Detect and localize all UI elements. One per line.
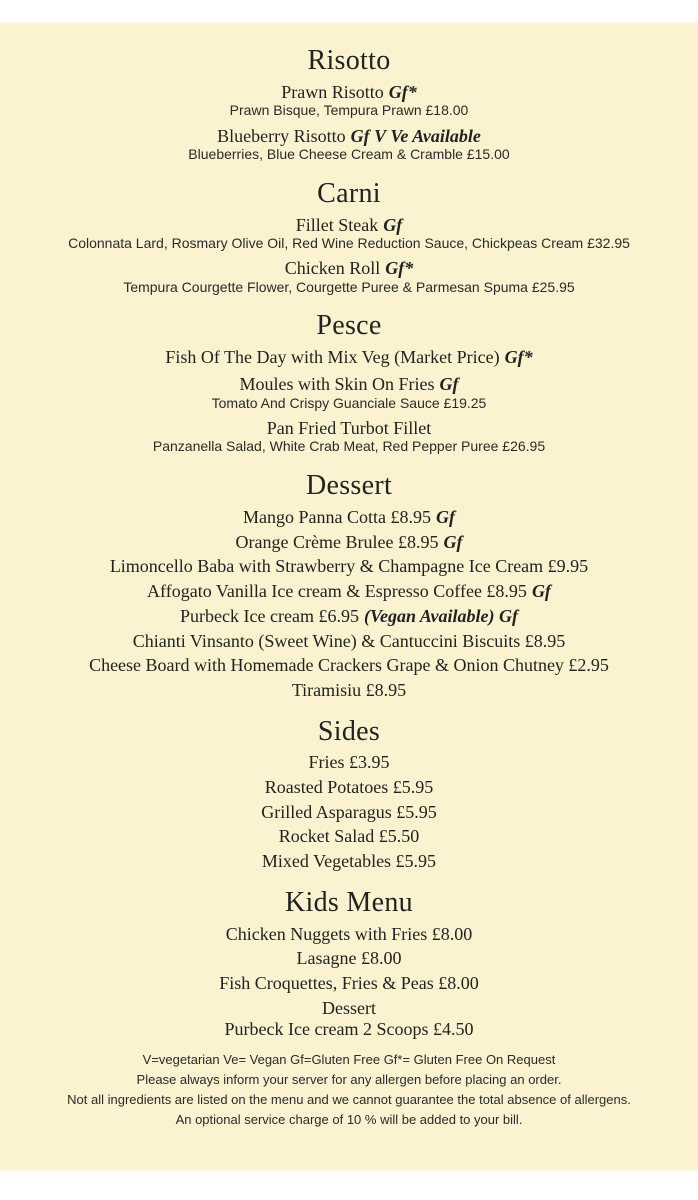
menu-item-moules [10,374,688,411]
item-description: Blueberries, Blue Cheese Cream & Cramble £15.00 [188,145,510,162]
menu-item-purbeck-2-scoops [10,1019,688,1040]
item-name-line [10,82,688,102]
menu-item-fillet-steak [10,215,688,252]
section-title-sides: Sides [317,715,381,747]
section-kids-menu [10,888,688,1040]
service-charge-line: An optional service charge of 10 % will be added to your bill. [175,1112,523,1128]
section-sides [10,717,688,872]
item-name: Grilled Asparagus £5.95 [261,801,437,822]
item-name: Pan Fried Turbot Fillet [266,418,432,439]
item-name: Affogato Vanilla Ice cream & Espresso Coffee £8.95 [147,581,527,602]
menu-item-cheese-board [10,655,688,676]
item-name: Cheese Board with Homemade Crackers Grape & Onion Chutney £2.95 [89,655,609,676]
item-description: Tomato And Crispy Guanciale Sauce £19.25 [211,394,487,411]
menu-item-lasagne [10,948,688,969]
item-name: Fish Croquettes, Fries & Peas £8.00 [219,972,479,993]
item-name: Mango Panna Cotta £8.95 [243,507,431,528]
item-name: Blueberry Risotto [217,125,346,146]
menu-item-fries [10,752,688,773]
item-name-line [10,126,688,146]
section-carni [10,179,688,296]
item-name-line [10,258,688,278]
menu-item-creme-brulee [10,532,688,553]
item-name: Purbeck Ice cream 2 Scoops £4.50 [224,1019,474,1040]
menu-item-turbot [10,418,688,455]
allergen-footer [10,1050,688,1131]
item-name: Fries £3.95 [308,752,390,773]
dietary-tag: Gf [435,507,455,528]
menu-item-fish-croquettes [10,973,688,994]
item-name: Fish Of The Day with Mix Veg (Market Price) [165,347,500,368]
dietary-tag: Gf [439,374,459,395]
menu-item-chicken-roll [10,258,688,295]
menu-item-purbeck-ice-cream [10,606,688,627]
item-name-line [10,418,688,438]
menu-item-blueberry-risotto [10,126,688,163]
dietary-tag: (Vegan Available) Gf [363,605,518,626]
item-name: Prawn Risotto [281,81,384,102]
allergen-disclaimer-line: Not all ingredients are listed on the menu and we cannot guarantee the total absence of allergens. [67,1092,631,1108]
item-name: Moules with Skin On Fries [239,374,435,395]
menu-item-mango-panna-cotta [10,507,688,528]
menu-item-roasted-potatoes [10,777,688,798]
section-title-pesce: Pesce [316,310,382,342]
item-name: Tiramisiu £8.95 [291,679,407,700]
item-name: Limoncello Baba with Strawberry & Champagne Ice Cream £9.95 [109,556,589,577]
item-name: Mixed Vegetables £5.95 [261,851,437,872]
dietary-tag: Gf [443,531,463,552]
item-description: Colonnata Lard, Rosmary Olive Oil, Red Wine Reduction Sauce, Chickpeas Cream £32.95 [68,234,630,251]
section-title-risotto: Risotto [307,45,391,76]
menu-item-mixed-vegetables [10,851,688,872]
menu-item-chicken-nuggets [10,924,688,945]
dietary-tag: Gf* [388,81,417,102]
item-name: Chicken Nuggets with Fries £8.00 [225,923,473,944]
section-risotto [10,46,688,163]
item-name: Purbeck Ice cream £6.95 [180,605,359,626]
item-name: Fillet Steak [295,214,379,235]
menu-panel [0,22,698,1171]
item-name: Lasagne £8.00 [296,948,402,969]
item-name: Orange Crème Brulee £8.95 [235,531,439,552]
section-title-kids-menu: Kids Menu [285,886,413,918]
item-name: Chianti Vinsanto (Sweet Wine) & Cantuccini Biscuits £8.95 [132,630,566,651]
item-name-line [10,347,688,367]
item-name: Chicken Roll [284,258,381,279]
section-pesce [10,311,688,455]
menu-item-chianti-vinsanto [10,631,688,652]
item-description: Tempura Courgette Flower, Courgette Puree & Parmesan Spuma £25.95 [123,278,575,295]
item-name: Rocket Salad £5.50 [278,826,420,847]
item-name-line [10,374,688,394]
dietary-tag: Gf V Ve Available [350,125,481,146]
dietary-tag: Gf* [385,258,414,279]
section-dessert [10,471,688,700]
dietary-tag: Gf* [504,347,533,368]
item-name: Roasted Potatoes £5.95 [264,777,434,798]
menu-item-affogato [10,581,688,602]
dietary-tag: Gf [383,214,403,235]
dietary-tag: Gf [531,581,551,602]
item-description: Prawn Bisque, Tempura Prawn £18.00 [229,101,469,118]
kids-dessert-subheading: Dessert [322,997,376,1018]
allergen-notice-line: Please always inform your server for any allergen before placing an order. [136,1072,562,1088]
menu-item-limoncello-baba [10,556,688,577]
item-description: Panzanella Salad, White Crab Meat, Red Pepper Puree £26.95 [152,438,546,455]
item-name-line [10,215,688,235]
section-title-carni: Carni [317,177,381,209]
menu-item-tiramisiu [10,680,688,701]
menu-item-fish-of-the-day [10,347,688,367]
menu-item-grilled-asparagus [10,802,688,823]
menu-item-prawn-risotto [10,82,688,119]
section-title-dessert: Dessert [305,470,393,502]
menu-item-rocket-salad [10,826,688,847]
legend-line: V=vegetarian Ve= Vegan Gf=Gluten Free Gf*= Gluten Free On Request [142,1052,556,1068]
